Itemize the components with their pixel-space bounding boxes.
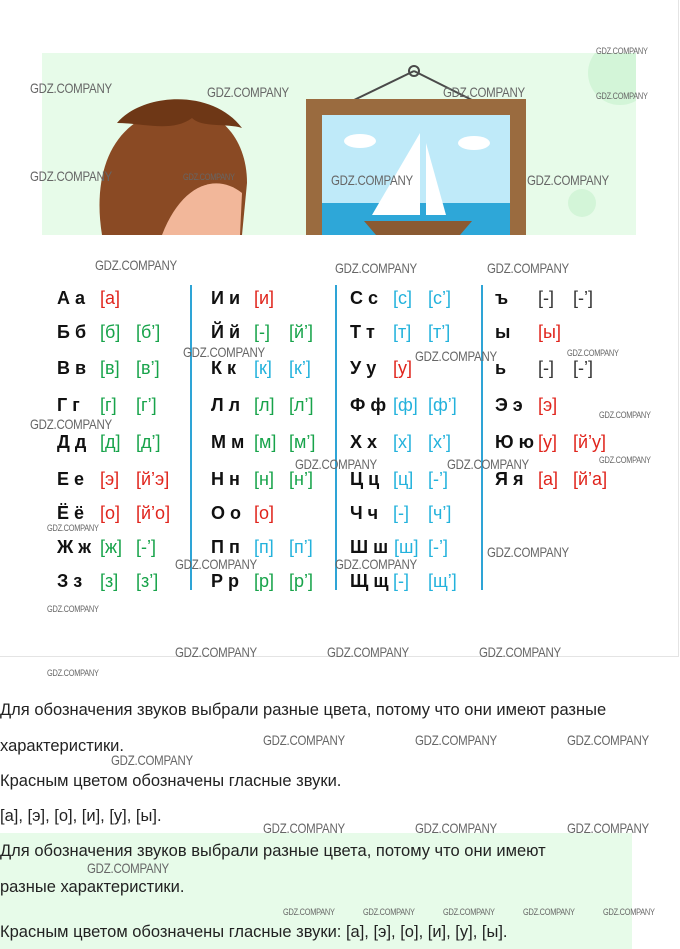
sound-col4-0-1: [-’] xyxy=(573,288,593,308)
watermark: GDZ.COMPANY xyxy=(47,604,99,614)
watermark: GDZ.COMPANY xyxy=(443,907,495,917)
letter-col1-6: Ё ё xyxy=(57,503,85,523)
watermark: GDZ.COMPANY xyxy=(175,644,257,660)
letter-col4-1: ы xyxy=(495,322,511,342)
watermark: GDZ.COMPANY xyxy=(335,260,417,276)
sound-col4-2-1: [-’] xyxy=(573,358,593,378)
letter-col3-5: Ц ц xyxy=(350,469,380,489)
watermark: GDZ.COMPANY xyxy=(599,410,651,420)
sound-col1-6-1: [й’о] xyxy=(136,503,171,523)
sound-col2-5-1: [н’] xyxy=(289,469,313,489)
sound-col2-4-0: [м] xyxy=(254,432,277,452)
watermark: GDZ.COMPANY xyxy=(596,46,648,56)
divider-1 xyxy=(190,285,192,590)
watermark: GDZ.COMPANY xyxy=(87,860,169,876)
letter-col3-8: Щ щ xyxy=(350,571,389,591)
letter-col3-2: У у xyxy=(350,358,377,378)
paragraph-4a: Для обозначения звуков выбрали разные цвета, потому что они имеют xyxy=(0,842,546,860)
sound-col4-2-0: [-] xyxy=(538,358,554,378)
letter-col2-8: Р р xyxy=(211,571,240,591)
watermark: GDZ.COMPANY xyxy=(603,907,655,917)
letter-col2-3: Л л xyxy=(211,395,241,415)
letter-col3-4: Х х xyxy=(350,432,378,452)
letter-col2-2: К к xyxy=(211,358,236,378)
sound-col1-3-0: [г] xyxy=(100,395,117,415)
watermark: GDZ.COMPANY xyxy=(263,820,345,836)
letter-col2-0: И и xyxy=(211,288,241,308)
divider-3 xyxy=(481,285,483,590)
sound-col3-5-0: [ц] xyxy=(393,469,414,489)
watermark: GDZ.COMPANY xyxy=(47,523,99,533)
sound-col3-1-0: [т] xyxy=(393,322,412,342)
watermark: GDZ.COMPANY xyxy=(599,455,651,465)
sound-col1-3-1: [г’] xyxy=(136,395,157,415)
sound-col2-2-1: [к’] xyxy=(289,358,311,378)
letter-col1-2: В в xyxy=(57,358,87,378)
letter-col4-5: Я я xyxy=(495,469,524,489)
watermark: GDZ.COMPANY xyxy=(415,820,497,836)
sound-col2-2-0: [к] xyxy=(254,358,272,378)
watermark: GDZ.COMPANY xyxy=(447,456,529,472)
sound-col3-4-0: [х] xyxy=(393,432,413,452)
sound-col2-7-0: [п] xyxy=(254,537,274,557)
sound-col4-5-0: [а] xyxy=(538,469,559,489)
watermark: GDZ.COMPANY xyxy=(207,84,289,100)
sound-col2-8-0: [р] xyxy=(254,571,275,591)
sound-col3-3-0: [ф] xyxy=(393,395,418,415)
sound-col4-4-0: [у] xyxy=(538,432,558,452)
sound-col4-3-0: [э] xyxy=(538,395,558,415)
sound-col4-1-0: [ы] xyxy=(538,322,561,342)
sound-col3-6-1: [ч’] xyxy=(428,503,452,523)
watermark: GDZ.COMPANY xyxy=(183,344,265,360)
sound-col2-6-0: [о] xyxy=(254,503,275,523)
paragraph-3: [а], [э], [о], [и], [у], [ы]. xyxy=(0,807,162,825)
sound-col1-4-0: [д] xyxy=(100,432,121,452)
sound-col2-4-1: [м’] xyxy=(289,432,316,452)
letter-col1-0: А а xyxy=(57,288,86,308)
letter-col2-4: М м xyxy=(211,432,245,452)
watermark: GDZ.COMPANY xyxy=(30,168,112,184)
watermark: GDZ.COMPANY xyxy=(487,544,569,560)
sound-col3-8-1: [щ’] xyxy=(428,571,457,591)
letter-col3-3: Ф ф xyxy=(350,395,387,415)
watermark: GDZ.COMPANY xyxy=(335,556,417,572)
watermark: GDZ.COMPANY xyxy=(327,644,409,660)
watermark: GDZ.COMPANY xyxy=(95,257,177,273)
watermark: GDZ.COMPANY xyxy=(415,732,497,748)
sound-col1-5-1: [й’э] xyxy=(136,469,170,489)
paragraph-1a: Для обозначения звуков выбрали разные цвета, потому что они имеют разные xyxy=(0,701,607,719)
letter-col2-1: Й й xyxy=(211,322,241,342)
sound-col1-5-0: [э] xyxy=(100,469,120,489)
sound-col4-0-0: [-] xyxy=(538,288,554,308)
letter-col1-8: З з xyxy=(57,571,83,591)
watermark: GDZ.COMPANY xyxy=(567,348,619,358)
letter-col2-5: Н н xyxy=(211,469,240,489)
sound-col3-3-1: [ф’] xyxy=(428,395,457,415)
letter-col4-3: Э э xyxy=(495,395,523,415)
watermark: GDZ.COMPANY xyxy=(47,668,99,678)
watermark: GDZ.COMPANY xyxy=(443,84,525,100)
illustration-banner xyxy=(42,53,636,235)
watermark: GDZ.COMPANY xyxy=(183,172,235,182)
watermark: GDZ.COMPANY xyxy=(523,907,575,917)
paragraph-5: Красным цветом обозначены гласные звуки: [а], [э], [о], [и], [у], [ы]. xyxy=(0,923,508,941)
sound-col1-2-0: [в] xyxy=(100,358,120,378)
letter-col4-0: ъ xyxy=(495,288,509,308)
sound-col2-3-1: [л’] xyxy=(289,395,314,415)
letter-col4-2: ь xyxy=(495,358,507,378)
sound-col4-5-1: [й’а] xyxy=(573,469,608,489)
sound-col3-8-0: [-] xyxy=(393,571,409,591)
sound-col1-0-0: [а] xyxy=(100,288,121,308)
sound-col2-1-0: [-] xyxy=(254,322,270,342)
sound-col2-7-1: [п’] xyxy=(289,537,313,557)
letter-col1-5: Е е xyxy=(57,469,85,489)
paragraph-2: Красным цветом обозначены гласные звуки. xyxy=(0,772,342,790)
boy-and-picture-illustration xyxy=(42,53,636,235)
sound-col3-5-1: [-’] xyxy=(428,469,448,489)
sound-col3-6-0: [-] xyxy=(393,503,409,523)
watermark: GDZ.COMPANY xyxy=(596,91,648,101)
letter-col2-7: П п xyxy=(211,537,240,557)
letter-col3-0: С с xyxy=(350,288,379,308)
watermark: GDZ.COMPANY xyxy=(263,732,345,748)
watermark: GDZ.COMPANY xyxy=(363,907,415,917)
watermark: GDZ.COMPANY xyxy=(30,416,112,432)
watermark: GDZ.COMPANY xyxy=(331,172,413,188)
sound-col3-4-1: [х’] xyxy=(428,432,452,452)
watermark: GDZ.COMPANY xyxy=(479,644,561,660)
divider-2 xyxy=(335,285,337,590)
sound-col1-2-1: [в’] xyxy=(136,358,160,378)
watermark: GDZ.COMPANY xyxy=(527,172,609,188)
sound-col1-4-1: [д’] xyxy=(136,432,161,452)
sound-col2-1-1: [й’] xyxy=(289,322,314,342)
letter-col3-7: Ш ш xyxy=(350,537,389,557)
watermark: GDZ.COMPANY xyxy=(415,348,497,364)
letter-col2-6: О о xyxy=(211,503,241,523)
letter-col1-3: Г г xyxy=(57,395,80,415)
watermark: GDZ.COMPANY xyxy=(487,260,569,276)
sound-col2-5-0: [н] xyxy=(254,469,274,489)
watermark: GDZ.COMPANY xyxy=(567,732,649,748)
sound-col1-1-0: [б] xyxy=(100,322,121,342)
watermark: GDZ.COMPANY xyxy=(30,80,112,96)
sound-col1-6-0: [о] xyxy=(100,503,121,523)
paragraph-4b: разные характеристики. xyxy=(0,878,185,896)
watermark: GDZ.COMPANY xyxy=(111,752,193,768)
letter-col3-6: Ч ч xyxy=(350,503,379,523)
letter-col1-7: Ж ж xyxy=(57,537,92,557)
watermark: GDZ.COMPANY xyxy=(283,907,335,917)
letter-col1-1: Б б xyxy=(57,322,87,342)
sound-col3-7-0: [ш] xyxy=(394,537,419,557)
sound-col3-2-0: [у] xyxy=(393,358,413,378)
sound-col2-8-1: [р’] xyxy=(289,571,314,591)
sound-col3-0-1: [с’] xyxy=(428,288,452,308)
letter-col1-4: Д д xyxy=(57,432,87,452)
watermark: GDZ.COMPANY xyxy=(175,556,257,572)
watermark: GDZ.COMPANY xyxy=(295,456,377,472)
sound-col1-8-1: [з’] xyxy=(136,571,159,591)
watermark: GDZ.COMPANY xyxy=(567,820,649,836)
sound-col3-7-1: [-’] xyxy=(428,537,448,557)
sound-col1-7-1: [-’] xyxy=(136,537,156,557)
sound-col1-1-1: [б’] xyxy=(136,322,161,342)
letter-col4-4: Ю ю xyxy=(495,432,534,452)
sound-col2-3-0: [л] xyxy=(254,395,275,415)
paragraph-1b: характеристики. xyxy=(0,737,124,755)
sound-col4-4-1: [й’у] xyxy=(573,432,607,452)
sound-col1-8-0: [з] xyxy=(100,571,119,591)
sound-col3-0-0: [с] xyxy=(393,288,413,308)
letter-col3-1: Т т xyxy=(350,322,375,342)
sound-col3-1-1: [т’] xyxy=(428,322,451,342)
sound-col2-0-0: [и] xyxy=(254,288,275,308)
sound-col1-7-0: [ж] xyxy=(100,537,123,557)
